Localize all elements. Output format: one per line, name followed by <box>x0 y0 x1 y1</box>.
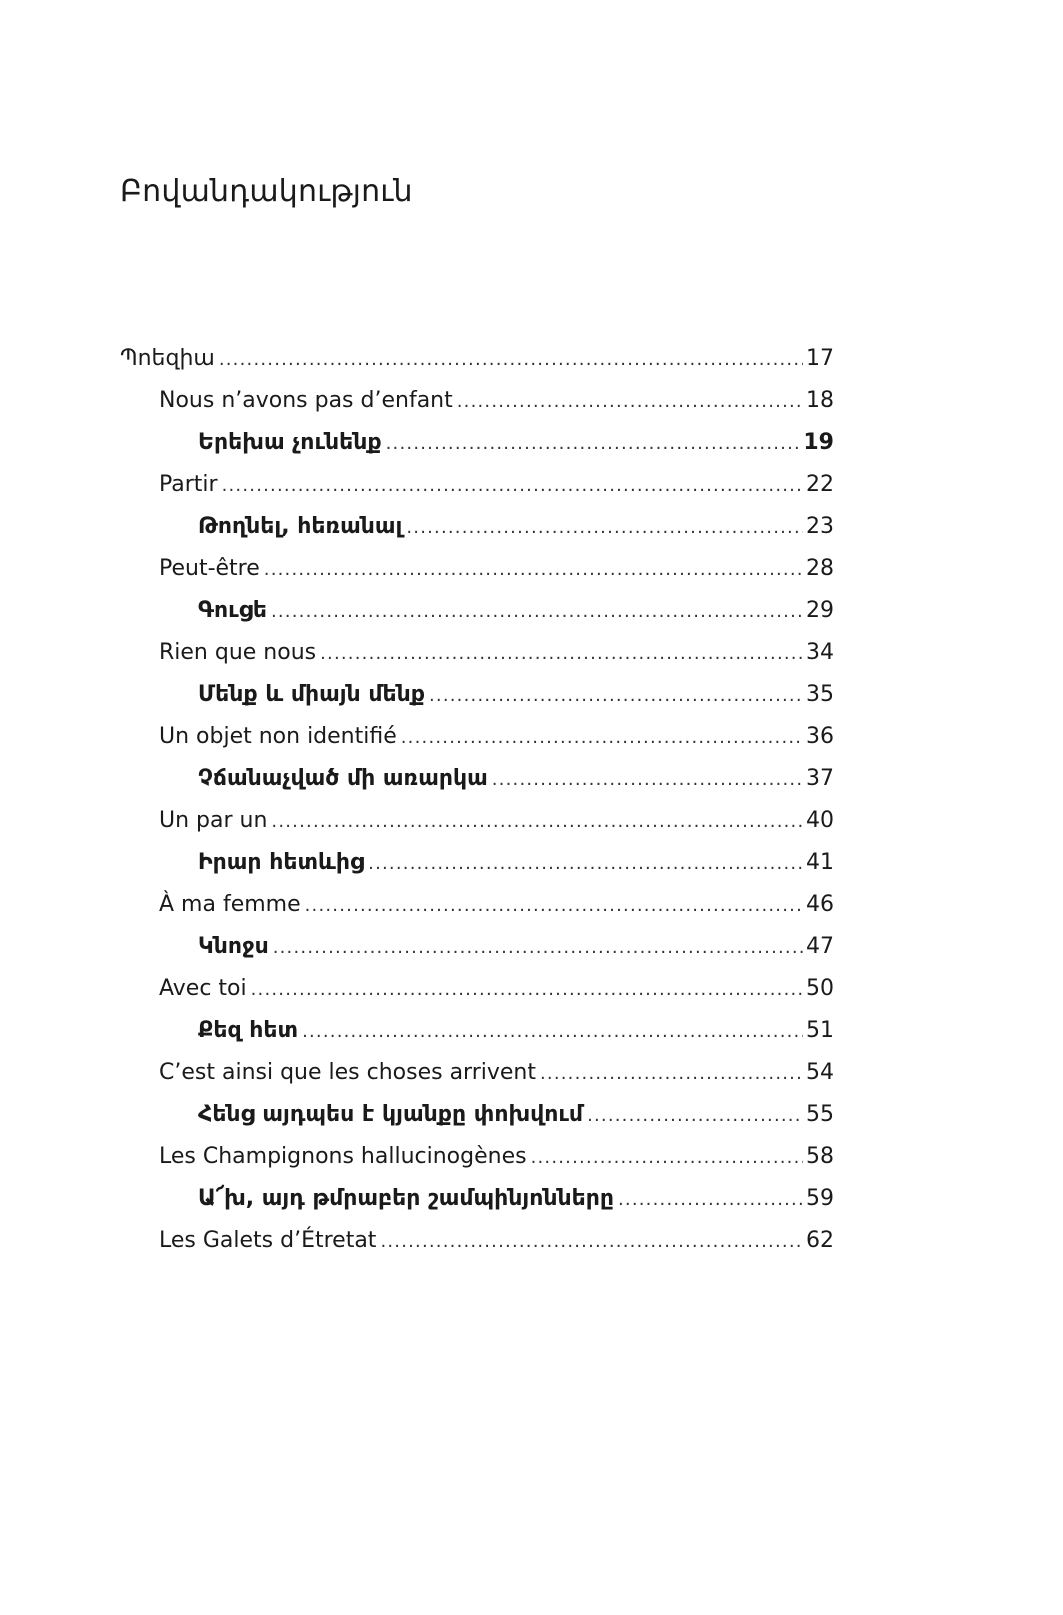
toc-entry-page-number: 23 <box>806 514 834 539</box>
toc-entry[interactable] <box>120 464 834 506</box>
dot-leader <box>587 1095 803 1137</box>
toc-entry-page-number: 19 <box>803 430 834 455</box>
dot-leader <box>492 759 803 801</box>
dot-leader <box>271 801 803 843</box>
dot-leader <box>305 885 803 927</box>
toc-entry[interactable] <box>120 674 834 716</box>
dot-leader <box>457 381 803 423</box>
toc-entry[interactable] <box>120 422 834 464</box>
dot-leader <box>219 339 803 381</box>
toc-entry-page-number: 35 <box>806 682 834 707</box>
toc-entry[interactable] <box>120 338 834 380</box>
toc-entry-title: Պոեզիա <box>120 346 215 371</box>
toc-entry-page-number: 36 <box>806 724 834 749</box>
dot-leader <box>380 1221 803 1263</box>
toc-entry-title: Un objet non identifié <box>159 724 397 749</box>
toc-entry-title: Avec toi <box>159 976 247 1001</box>
toc-entry-page-number: 29 <box>806 598 834 623</box>
toc-entry-page-number: 37 <box>806 766 834 791</box>
toc-entry-title: Les Champignons hallucinogènes <box>159 1144 527 1169</box>
toc-entry[interactable] <box>120 716 834 758</box>
toc-entry-page-number: 62 <box>806 1228 834 1253</box>
toc-entry[interactable] <box>120 1220 834 1262</box>
page-title: Բովանդակություն <box>120 174 413 209</box>
toc-entry[interactable] <box>120 548 834 590</box>
toc-entry-title: Partir <box>159 472 218 497</box>
toc-entry-page-number: 41 <box>806 850 834 875</box>
toc-entry[interactable] <box>120 758 834 800</box>
toc-entry-page-number: 40 <box>806 808 834 833</box>
toc-entry[interactable] <box>120 632 834 674</box>
dot-leader <box>320 633 803 675</box>
toc-entry-title: Քեզ հետ <box>198 1018 299 1043</box>
dot-leader <box>386 423 801 465</box>
toc-entry-page-number: 34 <box>806 640 834 665</box>
toc-entry[interactable] <box>120 1178 834 1220</box>
toc-entry-title: C’est ainsi que les choses arrivent <box>159 1060 536 1085</box>
toc-entry-page-number: 51 <box>806 1018 834 1043</box>
toc-entry[interactable] <box>120 842 834 884</box>
toc-entry-page-number: 28 <box>806 556 834 581</box>
toc-entry-title: Peut-être <box>159 556 260 581</box>
toc-entry-page-number: 18 <box>806 388 834 413</box>
toc-entry-title: Գուցե <box>198 598 267 623</box>
toc-entry[interactable] <box>120 590 834 632</box>
dot-leader <box>302 1011 803 1053</box>
dot-leader <box>264 549 803 591</box>
toc-entry[interactable] <box>120 380 834 422</box>
dot-leader <box>531 1137 803 1179</box>
dot-leader <box>251 969 803 1011</box>
table-of-contents <box>120 338 834 1262</box>
dot-leader <box>368 843 803 885</box>
dot-leader <box>540 1053 803 1095</box>
toc-entry-page-number: 50 <box>806 976 834 1001</box>
dot-leader <box>618 1179 803 1221</box>
toc-entry-title: Չճանաչված մի առարկա <box>198 766 488 791</box>
toc-entry[interactable] <box>120 1010 834 1052</box>
dot-leader <box>429 675 803 717</box>
toc-entry-page-number: 55 <box>806 1102 834 1127</box>
dot-leader <box>222 465 803 507</box>
toc-entry[interactable] <box>120 1136 834 1178</box>
toc-entry-title: Թողնել, հեռանալ <box>198 514 403 539</box>
toc-entry-page-number: 22 <box>806 472 834 497</box>
toc-entry-title: À ma femme <box>159 892 301 917</box>
toc-entry-title: Մենք և միայն մենք <box>198 682 425 707</box>
toc-entry-page-number: 58 <box>806 1144 834 1169</box>
toc-entry[interactable] <box>120 884 834 926</box>
toc-entry-title: Nous n’avons pas d’enfant <box>159 388 453 413</box>
toc-entry-title: Les Galets d’Étretat <box>159 1228 377 1253</box>
toc-entry-title: Ա՜խ, այդ թմրաբեր շամպինյոնները <box>198 1186 614 1211</box>
toc-entry-page-number: 17 <box>806 346 834 371</box>
dot-leader <box>271 591 803 633</box>
dot-leader <box>401 717 803 759</box>
toc-entry[interactable] <box>120 926 834 968</box>
toc-entry[interactable] <box>120 800 834 842</box>
toc-entry-title: Երեխա չունենք <box>198 430 382 455</box>
toc-entry-page-number: 54 <box>806 1060 834 1085</box>
toc-entry-page-number: 59 <box>806 1186 834 1211</box>
dot-leader <box>273 927 803 969</box>
toc-entry-title: Un par un <box>159 808 268 833</box>
toc-entry[interactable] <box>120 506 834 548</box>
toc-entry-title: Կնոջս <box>198 934 269 959</box>
toc-entry[interactable] <box>120 1052 834 1094</box>
toc-entry[interactable] <box>120 1094 834 1136</box>
toc-entry[interactable] <box>120 968 834 1010</box>
toc-entry-page-number: 47 <box>806 934 834 959</box>
dot-leader <box>406 507 803 549</box>
toc-entry-title: Հենց այդպես է կյանքը փոխվում <box>198 1102 584 1127</box>
toc-entry-title: Rien que nous <box>159 640 317 665</box>
toc-entry-title: Իրար հետևից <box>198 850 365 875</box>
toc-entry-page-number: 46 <box>806 892 834 917</box>
